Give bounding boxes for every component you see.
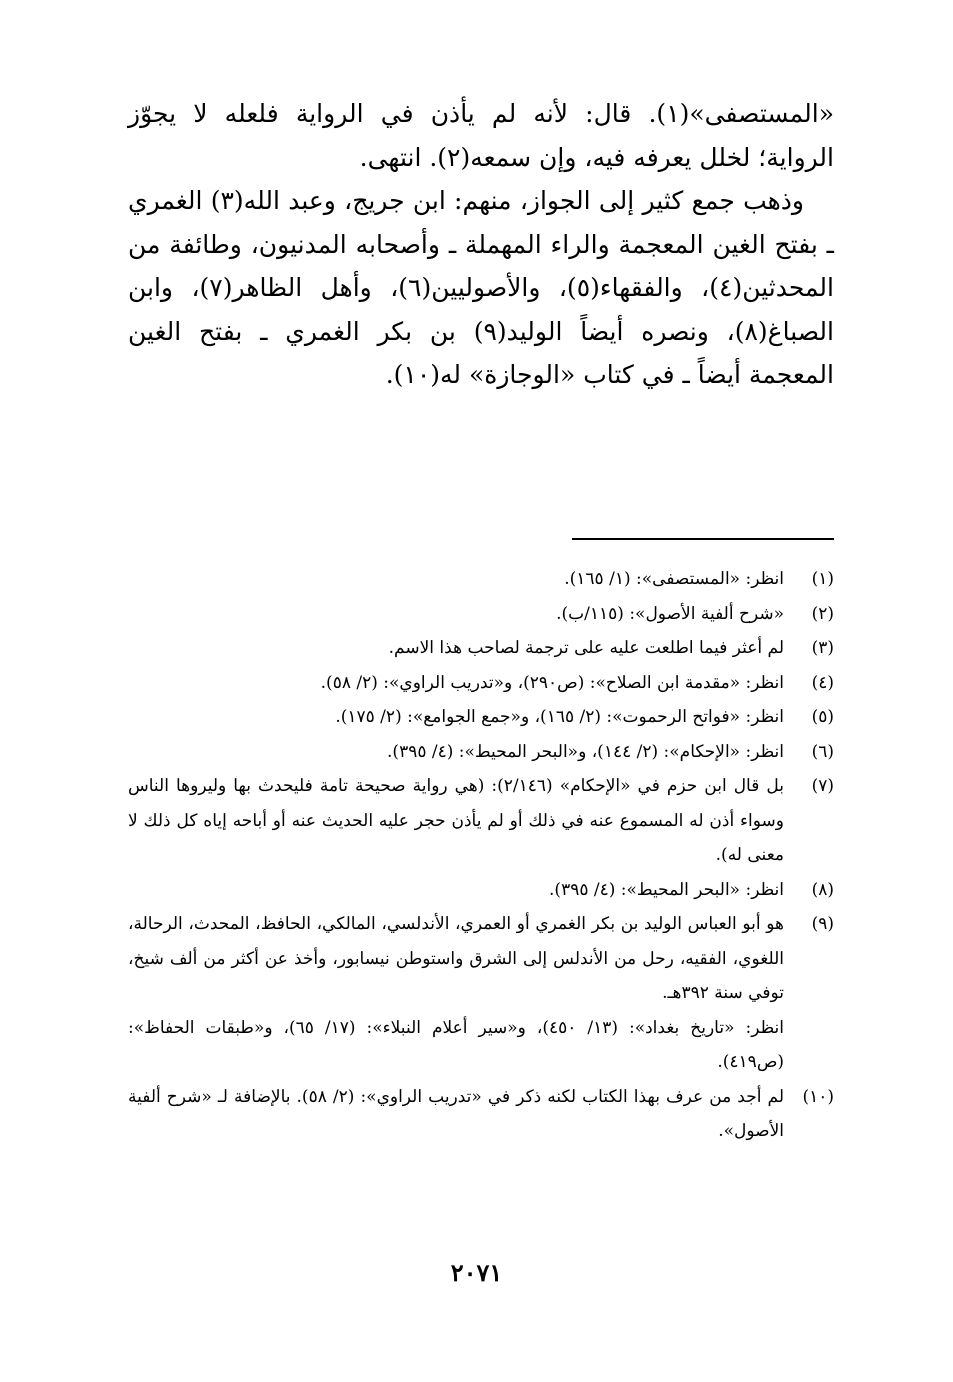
footnote-number: (٨) [811,879,834,900]
footnote-line: لم أجد من عرف بهذا الكتاب لكنه ذكر في «تدريب الراوي»: (٢/ ٥٨). بالإضافة لـ «شرح ألفية الأصول». [128,1086,784,1141]
footnote-line: انظر: «الإحكام»: (٢/ ١٤٤)، و«البحر المحيط»: (٤/ ٣٩٥). [387,741,784,762]
footnote-number: (١٠) [802,1086,834,1107]
footnote-number: (٩) [811,914,834,934]
footnote-text [128,769,784,873]
footnote-line: انظر: «البحر المحيط»: (٤/ ٣٩٥). [549,879,784,900]
footnote-9 [128,907,834,1080]
footnote-7 [128,769,834,873]
footnote-text [128,907,784,1080]
footnote-text [128,873,784,908]
footnote-text [128,1080,784,1149]
footnote-number: (٥) [811,707,834,727]
footnote-line: انظر: «تاريخ بغداد»: (١٣/ ٤٥٠)، و«سير أعلام النبلاء»: (١٧/ ٦٥)، و«طبقات الحفاظ»: (ص٤١٩). [128,1017,784,1072]
main-paragraph-1: «المستصفى»(١). قال: لأنه لم يأذن في الرواية فلعله لا يجوّز الرواية؛ لخلل يعرفه فيه، وإن سمعه(٢). انتهى. [128,99,834,172]
footnote-line: لم أعثر فيما اطلعت عليه على ترجمة لصاحب هذا الاسم. [388,638,784,658]
footnote-line: هو أبو العباس الوليد بن بكر الغمري أو العمري، الأندلسي، المالكي، الحافظ، المحدث، الرحالة، اللغوي، الفقيه، رحل من الأندلس إلى الشرق واستوطن نيسابور، وأخذ عن أكثر من ألف شيخ، توفي سنة ٣٩٢هـ. [128,914,784,1003]
footnote-line: انظر: «فواتح الرحموت»: (٢/ ١٦٥)، و«جمع الجوامع»: (٢/ ١٧٥). [335,707,784,727]
footnote-10 [128,1080,834,1149]
footnote-number: (٧) [811,776,834,796]
footnote-number: (٢) [811,603,834,624]
main-paragraph-2: وذهب جمع كثير إلى الجواز، منهم: ابن جريج، وعبد الله(٣) الغمري ـ بفتح الغين المعجمة والراء المهملة ـ وأصحابه المدنيون، وطائفة من المحدثين(٤)، والفقهاء(٥)، والأصوليين(٦)، وأهل الظاهر(٧)، وابن الصباغ(٨)، ونصره أيضاً الوليد(٩) بن بكر الغمري ـ بفتح الغين المعجمة أيضاً ـ في كتاب «الوجازة» له(١٠). [128,186,834,389]
footnote-text [128,597,784,632]
footnote-number: (٣) [811,638,834,658]
footnote-number: (٦) [811,741,834,762]
footnotes [128,562,834,1149]
footnote-number: (١) [811,569,834,589]
footnote-3 [128,631,834,666]
footnote-separator [572,538,834,540]
footnote-4 [128,666,834,701]
footnote-5 [128,700,834,735]
footnote-8 [128,873,834,908]
footnote-line: انظر: «المستصفى»: (١/ ١٦٥). [564,569,784,589]
main-text [128,92,834,397]
footnote-number: (٤) [811,672,834,693]
page-number: ٢٠٧١ [450,1258,503,1287]
footnote-2 [128,597,834,632]
footnote-line: انظر: «مقدمة ابن الصلاح»: (ص٢٩٠)، و«تدريب الراوي»: (٢/ ٥٨). [320,672,784,693]
footnote-line: بل قال ابن حزم في «الإحكام» (٢/١٤٦): (هي رواية صحيحة تامة فليحدث بها وليروها الناس وسواء أذن له المسموع عنه في ذلك أو لم يأذن حجر عليه الحديث عنه أو أباحه إياه كل ذلك لا معنى له). [128,776,784,865]
footnote-line: «شرح ألفية الأصول»: (١١٥/ب). [556,603,784,624]
footnote-1 [128,562,834,597]
footnote-text [128,562,784,597]
footnote-text [128,631,784,666]
footnote-text [128,700,784,735]
footnote-text [128,666,784,701]
footnote-text [128,735,784,770]
footnote-6 [128,735,834,770]
